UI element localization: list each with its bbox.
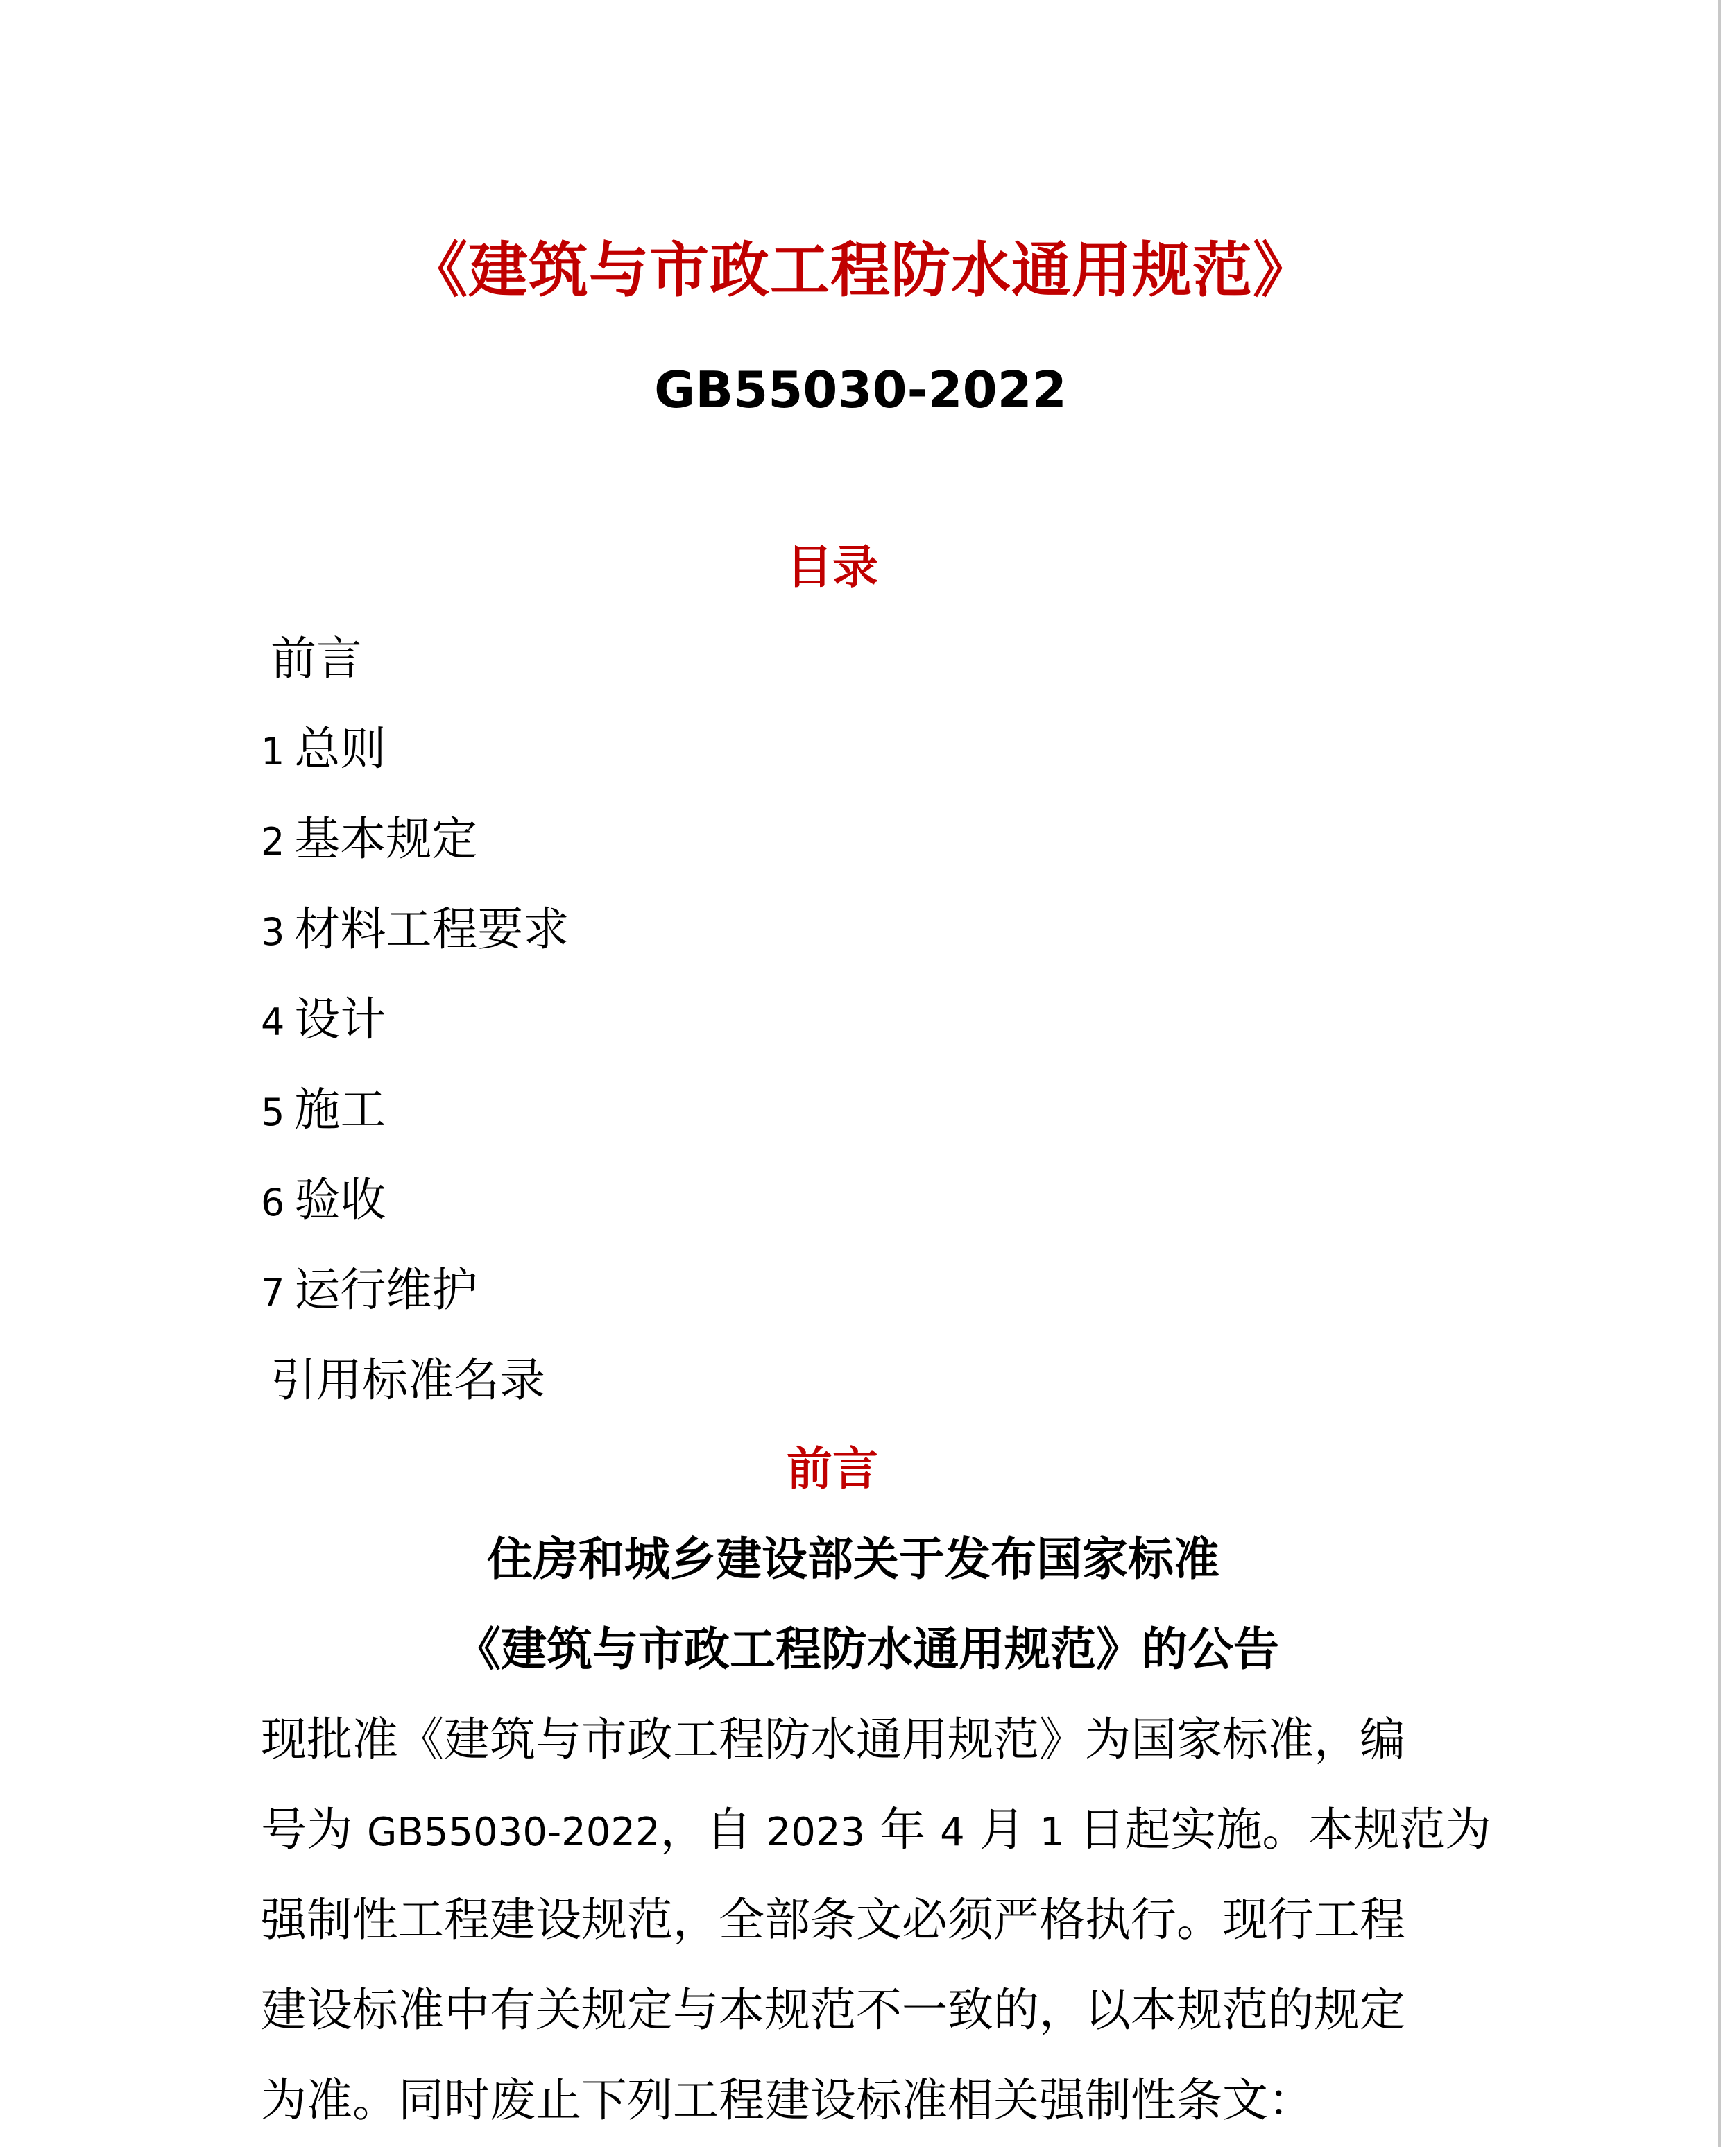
toc-item-preface[interactable] bbox=[261, 624, 569, 715]
toc-item-number: 2 bbox=[261, 820, 285, 864]
effective-day: 1 bbox=[1039, 1810, 1065, 1855]
toc-item-label: 验收 bbox=[294, 1173, 386, 1226]
paragraph-text: 日起实施。本规范为 bbox=[1064, 1803, 1491, 1856]
standard-code-inline: GB55030-2022 bbox=[366, 1810, 660, 1855]
toc-item-number: 1 bbox=[261, 730, 285, 773]
toc-item-label: 基本规定 bbox=[294, 812, 478, 866]
toc-item-referenced-standards[interactable] bbox=[261, 1346, 569, 1436]
effective-year: 2023 bbox=[766, 1810, 866, 1855]
notice-title-line-2: 《建筑与市政工程防水通用规范》的公告 bbox=[455, 1623, 1279, 1676]
paragraph-line: 建设标准中有关规定与本规范不一致的，以本规范的规定 bbox=[261, 1983, 1405, 2037]
table-of-contents bbox=[261, 624, 569, 1436]
paragraph-line: 为准。同时废止下列工程建设标准相关强制性条文： bbox=[261, 2073, 1314, 2127]
toc-item-general[interactable] bbox=[261, 715, 569, 805]
paragraph-text: 月 bbox=[964, 1803, 1040, 1856]
toc-item-label: 前言 bbox=[271, 632, 362, 685]
paragraph-text: ，自 bbox=[660, 1803, 767, 1856]
toc-item-label: 引用标准名录 bbox=[271, 1353, 545, 1407]
preface-paragraph bbox=[261, 1705, 1491, 2156]
toc-item-materials[interactable] bbox=[261, 895, 569, 985]
toc-item-number: 3 bbox=[261, 910, 285, 954]
toc-item-number: 7 bbox=[261, 1271, 285, 1315]
toc-item-label: 材料工程要求 bbox=[294, 902, 570, 956]
toc-item-design[interactable] bbox=[261, 985, 569, 1075]
toc-item-maintenance[interactable] bbox=[261, 1256, 569, 1346]
paragraph-line: 现批准《建筑与市政工程防水通用规范》为国家标准，编 bbox=[261, 1713, 1405, 1766]
toc-item-label: 施工 bbox=[294, 1083, 386, 1136]
toc-item-number: 5 bbox=[261, 1090, 285, 1134]
toc-item-number: 4 bbox=[261, 1000, 285, 1044]
standard-code: GB55030-2022 bbox=[654, 361, 1067, 419]
page-edge bbox=[1718, 0, 1721, 2147]
paragraph-line: 强制性工程建设规范，全部条文必须严格执行。现行工程 bbox=[261, 1893, 1405, 1947]
toc-item-number: 6 bbox=[261, 1181, 285, 1224]
paragraph-text: 号为 bbox=[261, 1803, 367, 1856]
toc-item-label: 总则 bbox=[294, 722, 386, 776]
toc-heading: 目录 bbox=[787, 540, 878, 594]
toc-item-acceptance[interactable] bbox=[261, 1165, 569, 1256]
toc-item-construction[interactable] bbox=[261, 1075, 569, 1165]
preface-heading: 前言 bbox=[787, 1442, 878, 1496]
toc-item-label: 运行维护 bbox=[294, 1263, 478, 1317]
toc-item-label: 设计 bbox=[294, 993, 386, 1046]
notice-title-line-1: 住房和城乡建设部关于发布国家标准 bbox=[487, 1532, 1219, 1586]
paragraph-text: 年 bbox=[865, 1803, 941, 1856]
toc-item-basic-provisions[interactable] bbox=[261, 805, 569, 895]
effective-month: 4 bbox=[940, 1810, 965, 1855]
document-title: 《建筑与市政工程防水通用规范》 bbox=[408, 236, 1313, 305]
paragraph-line bbox=[261, 1795, 1491, 1885]
